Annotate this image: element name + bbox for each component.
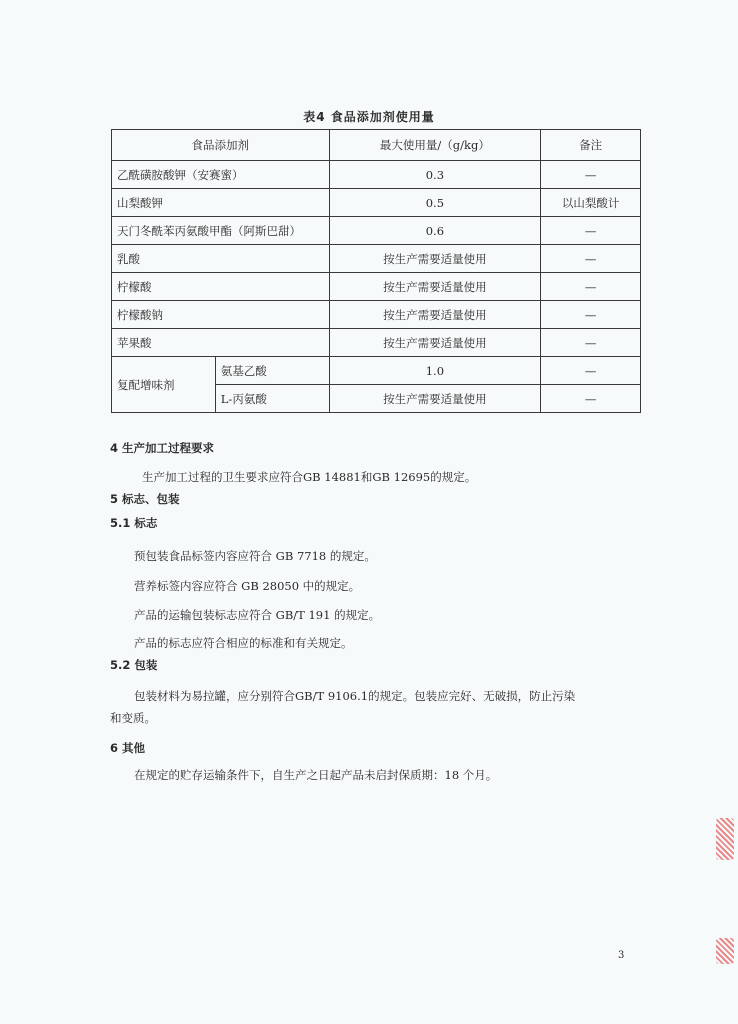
header-max-amount: 最大使用量/（g/kg） [329,130,541,161]
additive-note: — [541,161,641,189]
section-4-text: 生产加工过程的卫生要求应符合GB 14881和GB 12695的规定。 [142,470,477,484]
table-row [112,301,641,329]
header-note: 备注 [541,130,641,161]
table-title: 表4 食品添加剂使用量 [303,110,435,124]
table-row [112,273,641,301]
section-5-heading: 5 标志、包装 [110,492,180,506]
additive-name: 山梨酸钾 [112,189,330,217]
additive-name: 天门冬酰苯丙氨酸甲酯（阿斯巴甜） [112,217,330,245]
table-row [112,245,641,273]
section-6-text: 在规定的贮存运输条件下，自生产之日起产品未启封保质期：18 个月。 [134,768,498,782]
additive-amount: 按生产需要适量使用 [329,245,541,273]
additive-name: 柠檬酸钠 [112,301,330,329]
additive-amount: 0.3 [329,161,541,189]
additive-note: — [541,273,641,301]
page-number: 3 [618,950,625,961]
section-5-1-heading: 5.1 标志 [110,516,158,530]
compound-item-amount: 1.0 [329,357,541,385]
table-row [112,357,641,385]
compound-item-name: L-丙氨酸 [215,385,329,413]
additive-note: — [541,329,641,357]
section-5-1-line: 产品的标志应符合相应的标准和有关规定。 [134,636,353,650]
table-row [112,189,641,217]
additive-amount: 按生产需要适量使用 [329,273,541,301]
seal-stamp-fragment [716,938,734,964]
section-5-2-text-cont: 和变质。 [110,711,156,725]
section-5-1-line: 产品的运输包装标志应符合 GB/T 191 的规定。 [134,608,381,622]
section-5-1-line: 营养标签内容应符合 GB 28050 中的规定。 [134,579,361,593]
table-row [112,161,641,189]
additive-name: 乳酸 [112,245,330,273]
table-row [112,217,641,245]
additive-amount: 按生产需要适量使用 [329,329,541,357]
compound-item-note: — [541,357,641,385]
additive-note: — [541,217,641,245]
compound-item-amount: 按生产需要适量使用 [329,385,541,413]
section-5-2-text: 包装材料为易拉罐，应分别符合GB/T 9106.1的规定。包装应完好、无破损，防止污染 [134,689,576,703]
additive-amount: 0.5 [329,189,541,217]
compound-name: 复配增味剂 [112,357,216,413]
additive-note: 以山梨酸计 [541,189,641,217]
additive-amount: 0.6 [329,217,541,245]
header-additive: 食品添加剂 [112,130,330,161]
section-4-heading: 4 生产加工过程要求 [110,441,215,455]
additive-note: — [541,245,641,273]
section-6-heading: 6 其他 [110,741,146,755]
table-row [112,329,641,357]
section-5-2-heading: 5.2 包装 [110,658,158,672]
compound-item-note: — [541,385,641,413]
additive-name: 苹果酸 [112,329,330,357]
additive-name: 柠檬酸 [112,273,330,301]
table-header-row [112,130,641,161]
compound-item-name: 氨基乙酸 [215,357,329,385]
seal-stamp-fragment [716,818,734,860]
additive-amount: 按生产需要适量使用 [329,301,541,329]
section-5-1-line: 预包装食品标签内容应符合 GB 7718 的规定。 [134,549,376,563]
additive-name: 乙酰磺胺酸钾（安赛蜜） [112,161,330,189]
additives-table [111,129,641,413]
additive-note: — [541,301,641,329]
